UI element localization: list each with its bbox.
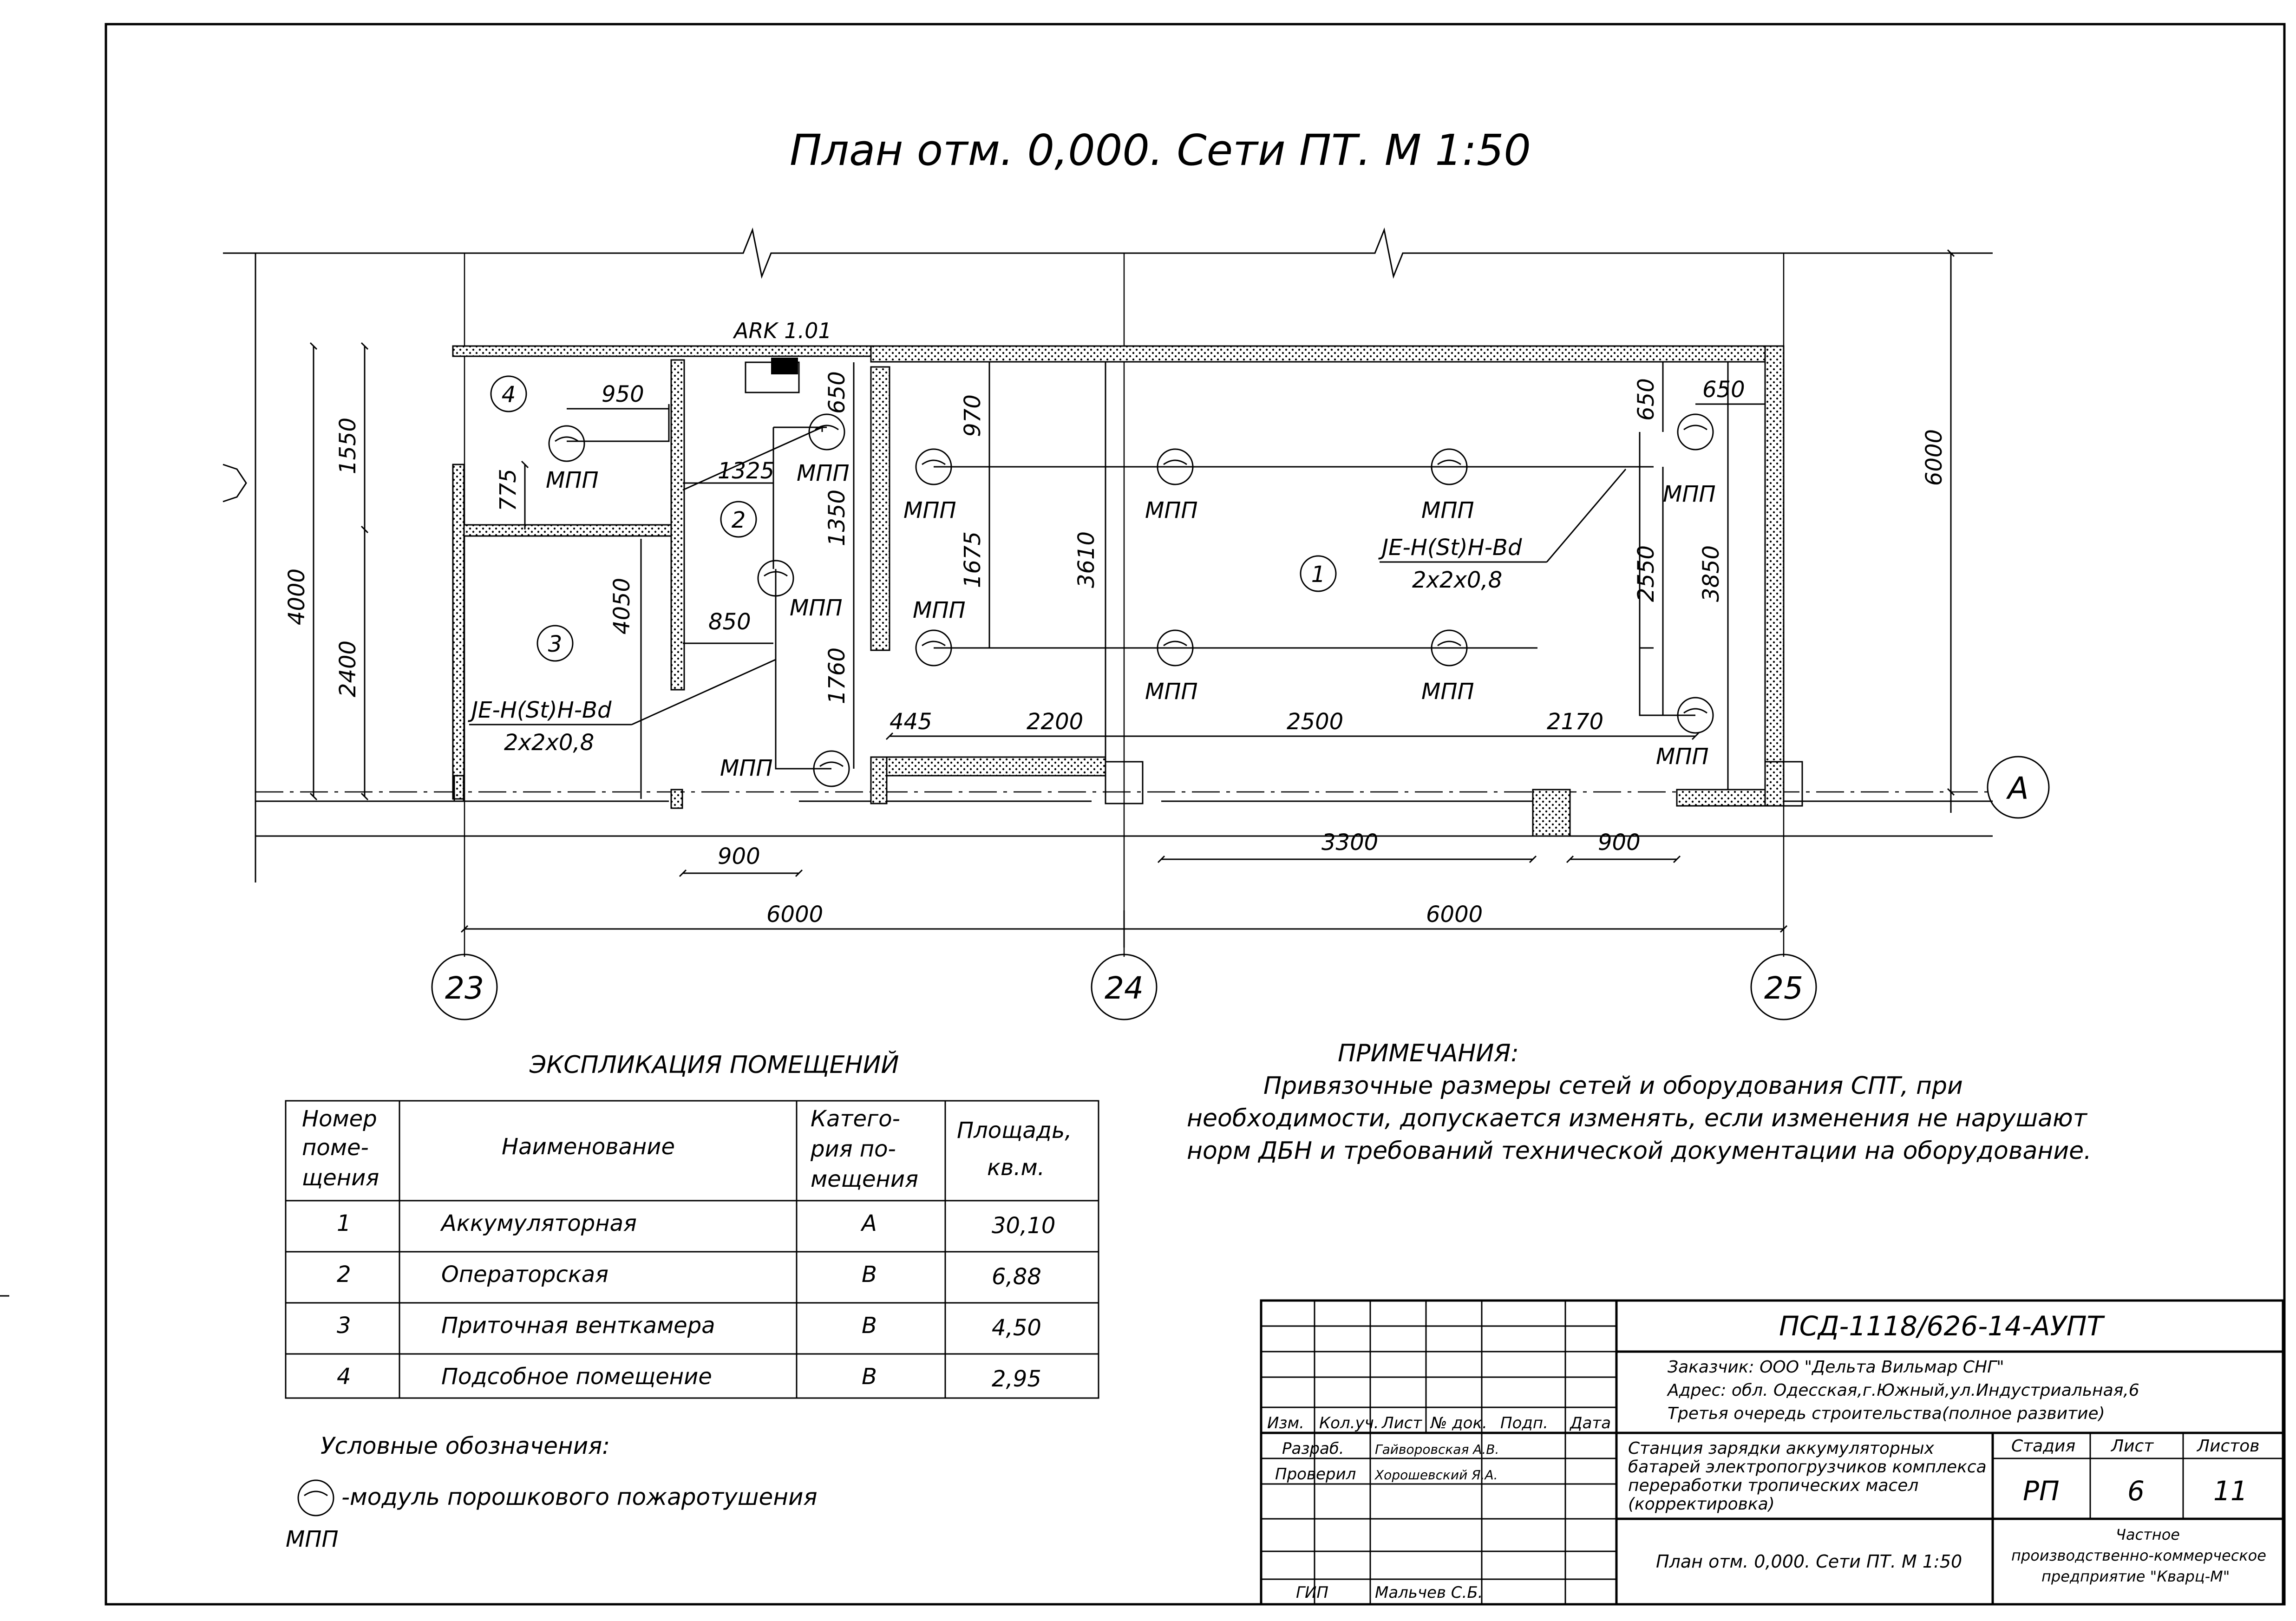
ark-unit bbox=[771, 358, 798, 374]
drawing-text: 970 bbox=[960, 394, 986, 437]
drawing-text: 950 bbox=[602, 381, 644, 407]
drawing-text: В bbox=[862, 1364, 877, 1390]
wall-pier-small bbox=[671, 790, 682, 808]
drawing-text: Стадия bbox=[2011, 1437, 2076, 1456]
drawing-text: 4,50 bbox=[992, 1315, 1041, 1341]
drawing-text: 6 bbox=[2127, 1475, 2145, 1507]
drawing-text: 2400 bbox=[335, 640, 361, 698]
drawing-text: (корректировка) bbox=[1628, 1495, 1775, 1514]
drawing-text: 650 bbox=[1633, 378, 1659, 421]
drawing-text: 2200 bbox=[1027, 709, 1084, 735]
wall-right bbox=[1765, 346, 1784, 806]
drawing-text: 1760 bbox=[824, 647, 850, 705]
mpp-label: МПП bbox=[1421, 679, 1474, 705]
drawing-text: 2550 bbox=[1633, 545, 1659, 602]
notes-title: ПРИМЕЧАНИЯ: bbox=[1338, 1039, 1519, 1067]
wall-left-2 bbox=[871, 367, 890, 650]
explication-table bbox=[286, 1051, 1099, 1398]
drawing-text: Третья очередь строительства(полное развитие) bbox=[1668, 1404, 2105, 1423]
drawing-text: поме- bbox=[302, 1135, 369, 1161]
mpp-label: МПП bbox=[903, 497, 956, 523]
mpp-label: МПП bbox=[1145, 679, 1198, 705]
drawing-text: 650 bbox=[824, 371, 850, 414]
drawing-text: 2 bbox=[337, 1262, 351, 1288]
drawing-text: 3 bbox=[337, 1313, 351, 1339]
explication-title: ЭКСПЛИКАЦИЯ ПОМЕЩЕНИЙ bbox=[530, 1051, 899, 1079]
drawing-text: A bbox=[2008, 771, 2029, 806]
drawing-text: 4000 bbox=[284, 568, 310, 626]
drawing-text: ГИП bbox=[1296, 1583, 1328, 1602]
wall-room3-left bbox=[453, 464, 464, 799]
drawing-text: норм ДБН и требований технической документации на оборудование. bbox=[1187, 1137, 2092, 1165]
drawing-text: 1 bbox=[337, 1210, 351, 1236]
mpp-module bbox=[1678, 414, 1713, 450]
drawing-text: Лист bbox=[1382, 1414, 1422, 1432]
drawing-text: переработки тропических масел bbox=[1628, 1476, 1919, 1495]
drawing-text: Лист bbox=[2111, 1437, 2154, 1456]
wall-pier-1 bbox=[871, 757, 887, 804]
drawing-text: В bbox=[862, 1313, 877, 1339]
drawing-text: 2,95 bbox=[992, 1366, 1041, 1392]
wall-pier-2 bbox=[1533, 790, 1570, 836]
drawing-text: Подсобное помещение bbox=[441, 1364, 712, 1390]
drawing-text: 4050 bbox=[609, 577, 635, 635]
axis-marker-23 bbox=[432, 954, 497, 1020]
mpp-module bbox=[549, 426, 584, 461]
drawing-text: Станция зарядки аккумуляторных bbox=[1628, 1439, 1934, 1458]
ark-label: ARK 1.01 bbox=[734, 318, 832, 343]
drawing-text: 900 bbox=[1598, 830, 1641, 856]
wall-bottom-mid bbox=[871, 757, 1105, 776]
cable-leader-1 bbox=[1547, 469, 1626, 562]
axis-marker-24 bbox=[1092, 954, 1157, 1020]
drawing-text: 3610 bbox=[1073, 531, 1099, 588]
drawing-text: 1550 bbox=[335, 417, 361, 475]
drawing-text: План отм. 0,000. Сети ПТ. М 1:50 bbox=[1656, 1551, 1962, 1572]
drawing-text: кв.м. bbox=[987, 1155, 1045, 1181]
drawing-text: Хорошевский Я.А. bbox=[1375, 1467, 1498, 1483]
drawing-text: 6000 bbox=[1921, 429, 1947, 486]
drawing-text: 650 bbox=[1702, 377, 1745, 403]
floor-plan bbox=[223, 230, 2049, 1020]
drawing-text: 4 bbox=[337, 1364, 351, 1390]
wall-top-right bbox=[871, 346, 1784, 362]
drawing-text: Аккумуляторная bbox=[441, 1210, 637, 1236]
drawing-text: Частное bbox=[2116, 1526, 2180, 1543]
axis-marker-a bbox=[1988, 757, 2049, 818]
drawing-text: В bbox=[862, 1262, 877, 1288]
room-marker bbox=[537, 626, 573, 661]
drawing-text: Приточная венткамера bbox=[441, 1313, 715, 1339]
wall-inner-2-3 bbox=[671, 360, 684, 690]
drawing-text: 2 bbox=[731, 507, 746, 533]
drawing-text: 2500 bbox=[1287, 709, 1344, 735]
drawing-title: План отм. 0,000. Сети ПТ. М 1:50 bbox=[790, 125, 1531, 175]
cable-leader-2 bbox=[632, 660, 776, 725]
mpp-label: МПП bbox=[546, 467, 599, 493]
cable-label-room3: JE-H(St)H-Bd bbox=[471, 697, 612, 723]
drawing-text: Площадь, bbox=[957, 1118, 1072, 1144]
drawing-text: Номер bbox=[302, 1106, 377, 1132]
drawing-text: РП bbox=[2023, 1475, 2060, 1507]
drawing-text: 3300 bbox=[1321, 830, 1379, 856]
drawing-text: Операторская bbox=[441, 1262, 609, 1288]
drawing-text: 23 bbox=[445, 970, 484, 1006]
break-line-left bbox=[223, 464, 246, 502]
drawing-text: 775 bbox=[495, 469, 521, 511]
drawing-text: Мальчев С.Б. bbox=[1375, 1583, 1483, 1602]
mpp-label: МПП bbox=[1421, 497, 1474, 523]
drawing-text: 1675 bbox=[960, 531, 986, 588]
drawing-text: 1325 bbox=[718, 458, 775, 484]
drawing-text: 1 bbox=[1311, 562, 1326, 588]
drawing-text: 850 bbox=[708, 609, 751, 635]
break-line-top bbox=[223, 230, 1993, 276]
mpp-label: МПП bbox=[790, 595, 843, 621]
drawing-text: Адрес: обл. Одесская,г.Южный,ул.Индустриальная,6 bbox=[1668, 1381, 2139, 1400]
drawing-text: батарей электропогрузчиков комплекса bbox=[1628, 1458, 1987, 1477]
room-marker bbox=[721, 502, 756, 537]
wall-bottom-right bbox=[1677, 790, 1765, 806]
mpp-label: МПП bbox=[1656, 744, 1709, 770]
room-marker bbox=[1301, 556, 1336, 591]
legend bbox=[286, 1432, 818, 1552]
drawing-text: Гайворовская А.В. bbox=[1375, 1442, 1499, 1457]
mpp-label: МПП bbox=[1663, 481, 1716, 507]
drawing-text: 6,88 bbox=[992, 1264, 1041, 1290]
drawing-text: Привязочные размеры сетей и оборудования СПТ, при bbox=[1263, 1072, 1963, 1100]
mpp-legend-icon bbox=[298, 1480, 334, 1516]
title-block bbox=[1261, 1301, 2283, 1604]
drawing-text: Кол.уч. bbox=[1319, 1414, 1379, 1432]
drawing-text: № док. bbox=[1431, 1414, 1487, 1432]
drawing-text: 30,10 bbox=[992, 1213, 1056, 1239]
drawing-text: 24 bbox=[1105, 970, 1144, 1006]
drawing-text: 4 bbox=[501, 382, 516, 408]
mpp-module bbox=[809, 414, 844, 450]
drawing-text: 11 bbox=[2213, 1475, 2248, 1507]
drawing-text: 1350 bbox=[824, 489, 850, 547]
drawing-text: рия по- bbox=[811, 1136, 896, 1162]
drawing-text: щения bbox=[302, 1165, 379, 1191]
room-marker bbox=[491, 376, 526, 412]
drawing-text: Заказчик: ООО "Дельта Вильмар СНГ" bbox=[1668, 1358, 2004, 1377]
drawing-text: 3850 bbox=[1698, 545, 1724, 602]
drawing-text: 2170 bbox=[1547, 709, 1604, 735]
drawing-text: Проверил bbox=[1275, 1465, 1356, 1484]
legend-item: -модуль порошкового пожаротушения bbox=[341, 1484, 818, 1510]
drawing-text: 6000 bbox=[1426, 902, 1483, 928]
legend-symbol-label: МПП bbox=[286, 1526, 339, 1552]
axis-marker-25 bbox=[1751, 954, 1816, 1020]
mpp-label: МПП bbox=[720, 755, 773, 781]
drawing-text: Изм. bbox=[1267, 1414, 1304, 1432]
drawing-text: Катего- bbox=[811, 1106, 900, 1132]
cable-label-room1: JE-H(St)H-Bd bbox=[1382, 535, 1522, 561]
drawing-text: Наименование bbox=[502, 1134, 675, 1160]
drawing-text: 6000 bbox=[766, 902, 824, 928]
drawing-text: Подп. bbox=[1500, 1414, 1548, 1432]
cable-label-room3-spec: 2x2x0,8 bbox=[504, 730, 595, 756]
drawing-text: 445 bbox=[890, 709, 932, 735]
drawing-text: мещения bbox=[811, 1166, 918, 1192]
drawing-text: А bbox=[862, 1210, 877, 1236]
mpp-label: МПП bbox=[1145, 497, 1198, 523]
drawing-text: 3 bbox=[548, 631, 563, 657]
drawing-text: Дата bbox=[1570, 1414, 1611, 1432]
drawing-text: 900 bbox=[718, 843, 760, 869]
drawing-text: производственно-коммерческое bbox=[2011, 1547, 2266, 1564]
mpp-label: МПП bbox=[797, 460, 850, 486]
notes bbox=[1187, 1039, 2092, 1165]
drawing-text: 25 bbox=[1764, 970, 1803, 1006]
wall-top-left bbox=[453, 346, 871, 356]
drawing-text: необходимости, допускается изменять, если изменения не нарушают bbox=[1187, 1105, 2087, 1132]
drawing-text: предприятие "Кварц-М" bbox=[2041, 1568, 2230, 1585]
drawing-text: Разраб. bbox=[1282, 1439, 1344, 1458]
wall-room4-bottom bbox=[453, 525, 671, 536]
mpp-label: МПП bbox=[913, 597, 966, 623]
drawing-text: Листов bbox=[2197, 1437, 2260, 1456]
legend-title: Условные обозначения: bbox=[321, 1432, 610, 1459]
cable-label-room1-spec: 2x2x0,8 bbox=[1412, 567, 1503, 593]
stamp-code: ПСД-1118/626-14-АУПТ bbox=[1779, 1310, 2103, 1342]
